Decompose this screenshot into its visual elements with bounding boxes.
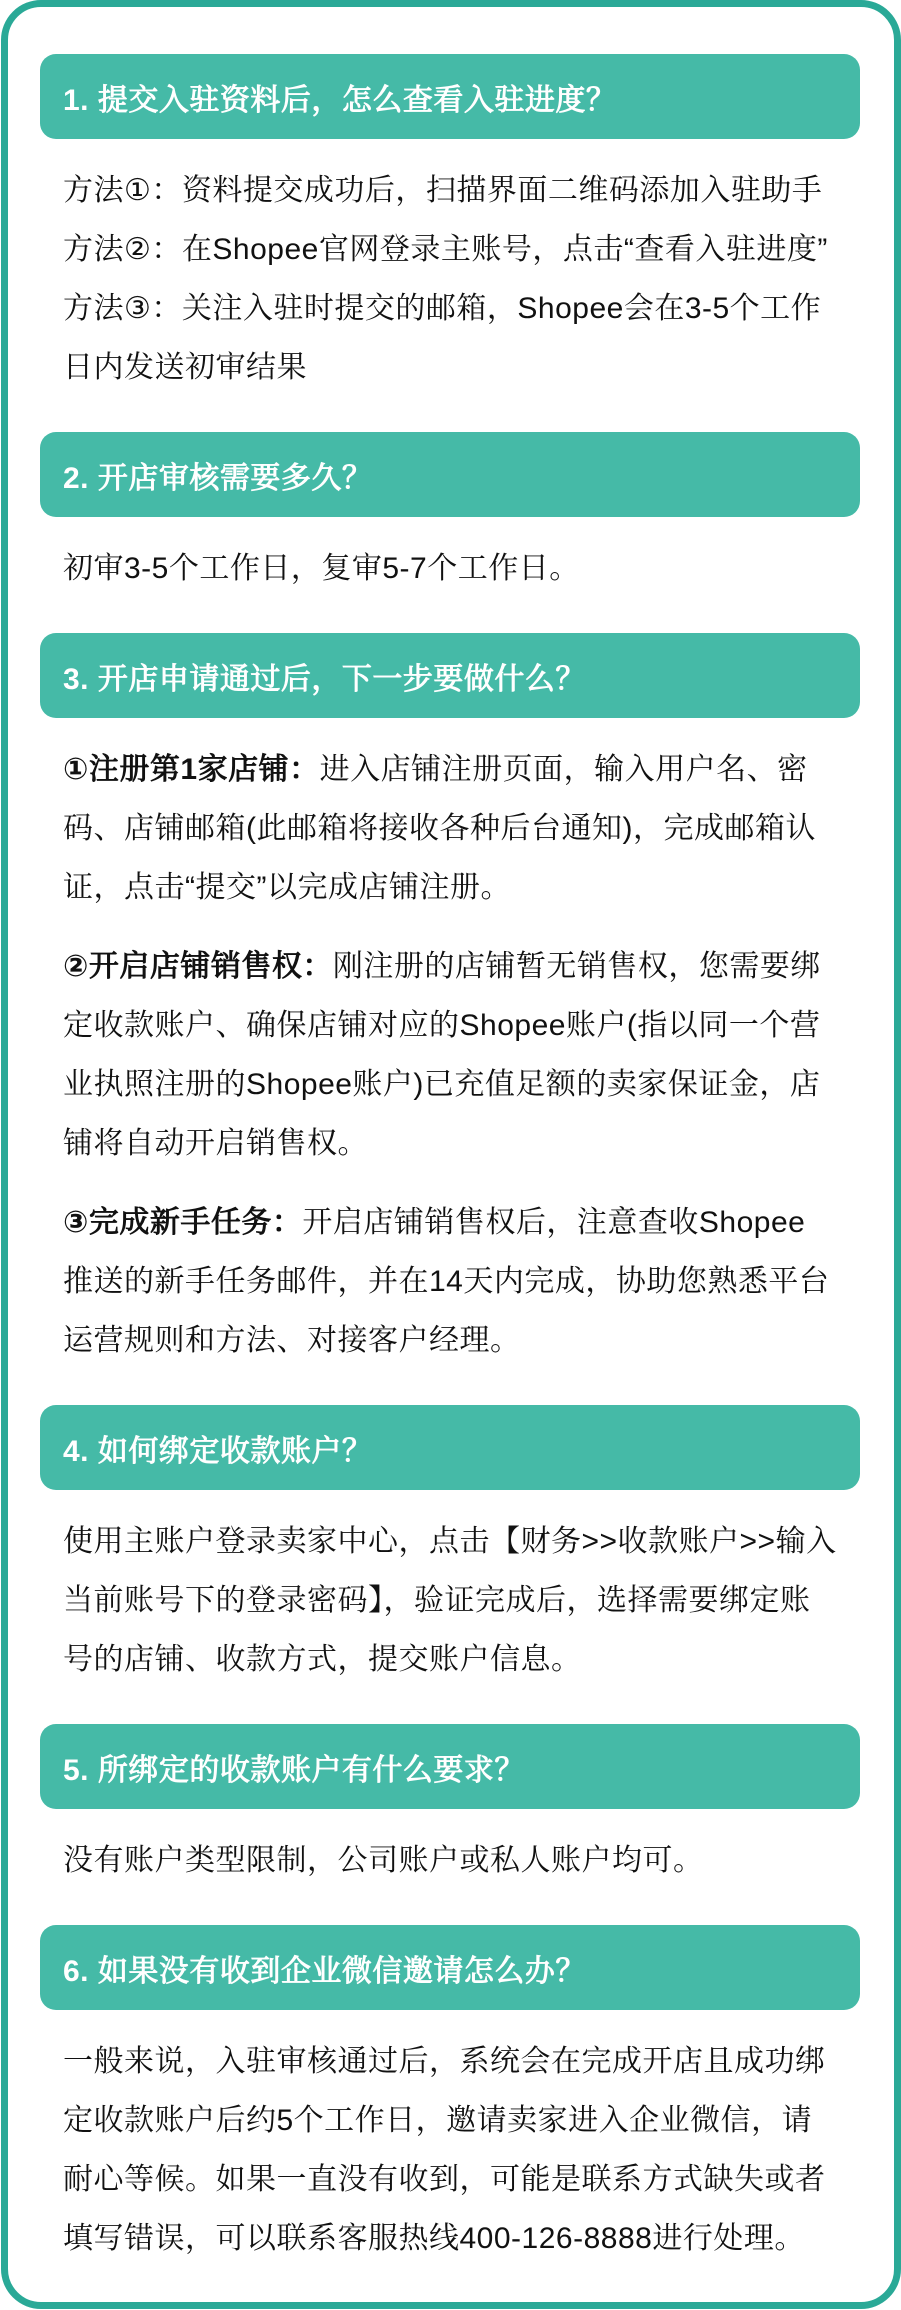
faq-question-title: 2. 开店审核需要多久？ (63, 461, 373, 495)
answer-line: 铺将自动开启销售权。 (63, 1127, 368, 1160)
faq-answer (40, 517, 860, 633)
faq-section-2 (40, 432, 860, 633)
step-text: 开启店铺销售权后，注意查收Shopee (302, 1206, 806, 1239)
answer-paragraph (63, 161, 860, 397)
answer-line (63, 937, 860, 996)
faq-question-header (40, 1724, 860, 1809)
faq-answer (40, 1490, 860, 1724)
answer-line: 日内发送初审结果 (63, 351, 307, 384)
answer-step-enable-sales (63, 937, 860, 1173)
faq-question-header (40, 1925, 860, 2010)
answer-paragraph (63, 2032, 860, 2268)
faq-question-title: 3. 开店申请通过后，下一步要做什么？ (63, 662, 586, 696)
answer-line: 业执照注册的Shopee账户)已充值足额的卖家保证金，店 (63, 1068, 821, 1101)
answer-line (63, 740, 860, 799)
step-text: 进入店铺注册页面，输入用户名、密 (319, 753, 808, 786)
faq-section-3 (40, 633, 860, 1405)
answer-line: 运营规则和方法、对接客户经理。 (63, 1324, 521, 1357)
answer-line: 方法①：资料提交成功后，扫描界面二维码添加入驻助手 (63, 174, 823, 207)
answer-line: 一般来说，入驻审核通过后，系统会在完成开店且成功绑 (63, 2045, 826, 2078)
step-lead-label: ③完成新手任务： (63, 1206, 303, 1239)
answer-line: 定收款账户、确保店铺对应的Shopee账户(指以同一个营 (63, 1009, 821, 1042)
answer-line: 耐心等候。如果一直没有收到，可能是联系方式缺失或者 (63, 2163, 826, 2196)
answer-line: 当前账号下的登录密码】，验证完成后，选择需要绑定账 (63, 1584, 811, 1617)
faq-question-title: 4. 如何绑定收款账户？ (63, 1434, 373, 1468)
faq-section-4 (40, 1405, 860, 1724)
step-lead-label: ②开启店铺销售权： (63, 950, 333, 983)
answer-paragraph (63, 1831, 860, 1890)
faq-question-title: 6. 如果没有收到企业微信邀请怎么办？ (63, 1954, 586, 1988)
answer-line: 方法③：关注入驻时提交的邮箱，Shopee会在3-5个工作 (63, 292, 822, 325)
faq-question-header (40, 1405, 860, 1490)
faq-card (1, 0, 901, 2309)
step-text: 刚注册的店铺暂无销售权，您需要绑 (332, 950, 821, 983)
faq-question-title: 1. 提交入驻资料后，怎么查看入驻进度？ (63, 83, 617, 117)
faq-section-5 (40, 1724, 860, 1925)
answer-line: 使用主账户登录卖家中心，点击【财务>>收款账户>>输入 (63, 1525, 837, 1558)
answer-paragraph (63, 539, 860, 598)
faq-answer (40, 139, 860, 432)
answer-line: 证，点击“提交”以完成店铺注册。 (63, 871, 511, 904)
faq-question-header (40, 54, 860, 139)
answer-line: 方法②：在Shopee官网登录主账号，点击“查看入驻进度” (63, 233, 828, 266)
faq-answer (40, 718, 860, 1405)
answer-paragraph (63, 1512, 860, 1689)
step-lead-label: ①注册第1家店铺： (63, 753, 320, 786)
answer-line: 填写错误，可以联系客服热线400-126-8888进行处理。 (63, 2222, 805, 2255)
answer-line: 没有账户类型限制，公司账户或私人账户均可。 (63, 1844, 704, 1877)
answer-step-register-store (63, 740, 860, 917)
answer-line (63, 1193, 860, 1252)
faq-question-header (40, 633, 860, 718)
faq-answer (40, 1809, 860, 1925)
answer-line: 号的店铺、收款方式，提交账户信息。 (63, 1643, 582, 1676)
faq-question-title: 5. 所绑定的收款账户有什么要求？ (63, 1753, 525, 1787)
answer-line: 推送的新手任务邮件，并在14天内完成，协助您熟悉平台 (63, 1265, 830, 1298)
answer-line: 定收款账户后约5个工作日，邀请卖家进入企业微信，请 (63, 2104, 813, 2137)
answer-line: 初审3-5个工作日，复审5-7个工作日。 (63, 552, 580, 585)
answer-step-newbie-tasks (63, 1193, 860, 1370)
faq-answer (40, 2010, 860, 2303)
faq-section-1 (40, 54, 860, 432)
faq-question-header (40, 432, 860, 517)
faq-section-6 (40, 1925, 860, 2303)
answer-line: 码、店铺邮箱(此邮箱将接收各种后台通知)，完成邮箱认 (63, 812, 816, 845)
